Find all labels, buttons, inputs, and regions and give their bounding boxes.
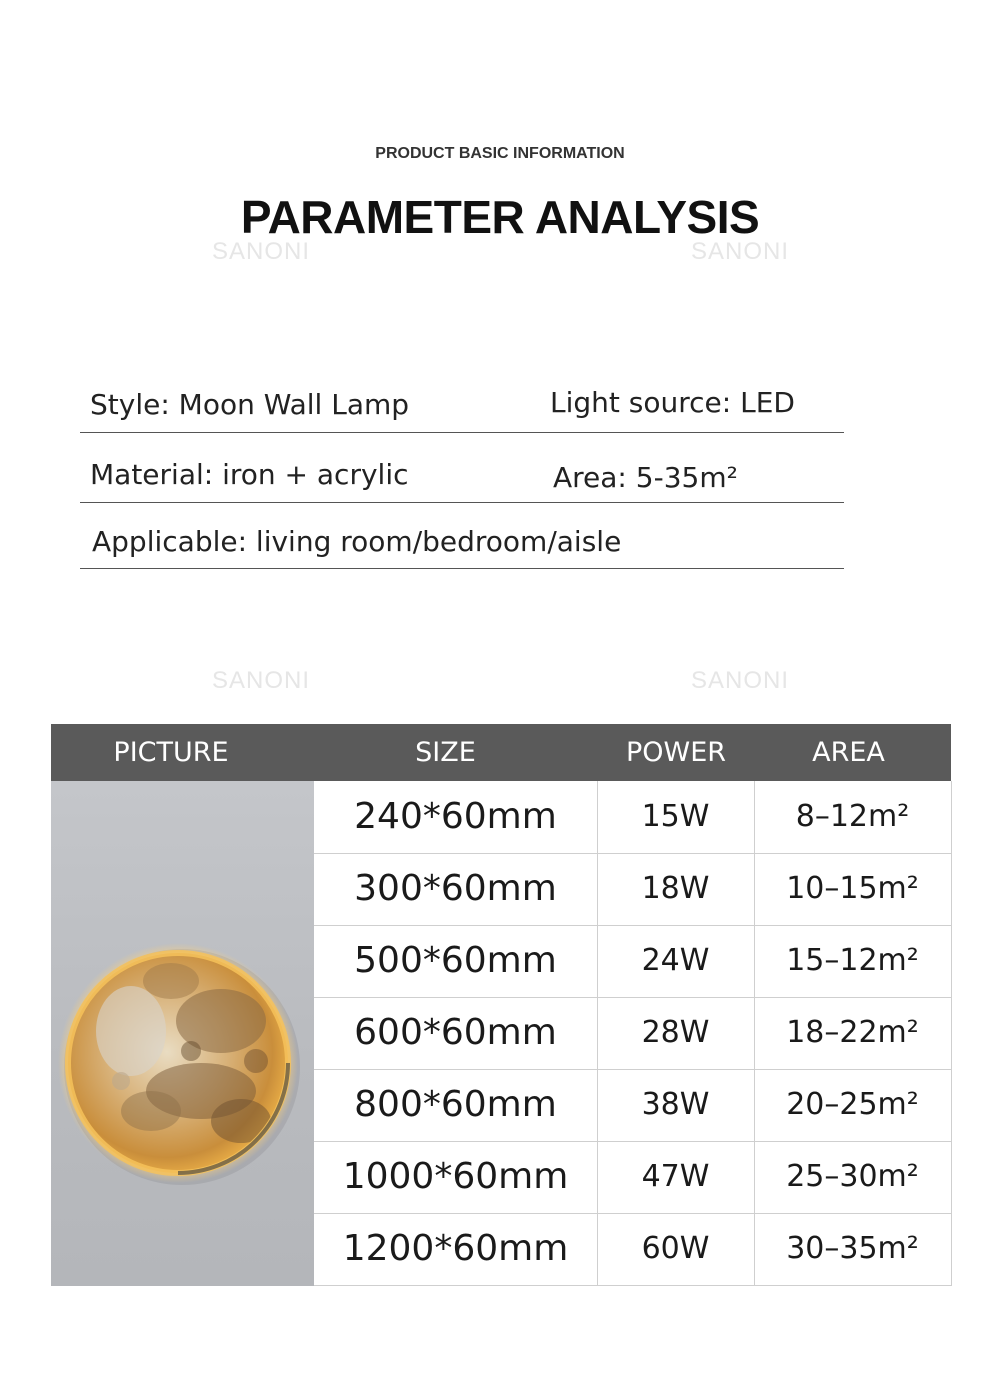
area-cell: 8–12m² — [795, 799, 910, 834]
area-cell: 10–15m² — [786, 871, 919, 906]
product-picture — [51, 781, 314, 1286]
size-cell: 240*60mm — [314, 781, 598, 853]
info-row-style — [80, 380, 844, 433]
size-cell: 1200*60mm — [314, 1213, 598, 1285]
watermark: SANONI — [691, 667, 790, 694]
table-row — [314, 1069, 951, 1142]
table-row — [314, 853, 951, 926]
section-subtitle: PRODUCT BASIC INFORMATION — [375, 145, 625, 162]
power-cell: 15W — [597, 781, 755, 853]
power-cell: 38W — [597, 1069, 755, 1141]
info-light-source: Light source: LED — [550, 386, 795, 419]
size-cell: 600*60mm — [314, 997, 598, 1069]
area-cell: 30–35m² — [786, 1231, 919, 1266]
table-row — [314, 925, 951, 998]
moon-lamp-image — [51, 781, 314, 1286]
header-power: POWER — [625, 737, 727, 768]
info-material: Material: iron + acrylic — [90, 458, 409, 491]
table-row — [314, 781, 951, 854]
table-row — [314, 1213, 951, 1286]
watermark: SANONI — [212, 238, 311, 265]
watermark: SANONI — [691, 238, 790, 265]
area-cell: 15–12m² — [786, 943, 919, 978]
table-row — [314, 997, 951, 1070]
table-row — [314, 1141, 951, 1214]
area-cell: 25–30m² — [786, 1159, 919, 1194]
spec-table — [51, 724, 951, 1286]
area-cell: 20–25m² — [786, 1087, 919, 1122]
page-title: PARAMETER ANALYSIS — [240, 191, 760, 243]
info-applicable: Applicable: living room/bedroom/aisle — [92, 525, 622, 558]
power-cell: 47W — [597, 1141, 755, 1213]
header-picture: PICTURE — [113, 737, 229, 768]
watermark: SANONI — [212, 667, 311, 694]
size-cell: 800*60mm — [314, 1069, 598, 1141]
size-cell: 1000*60mm — [314, 1141, 598, 1213]
size-cell: 500*60mm — [314, 925, 598, 997]
area-cell: 18–22m² — [786, 1015, 919, 1050]
table-header — [51, 724, 951, 781]
power-cell: 18W — [597, 853, 755, 925]
power-cell: 24W — [597, 925, 755, 997]
info-row-material — [80, 450, 844, 503]
header-size: SIZE — [415, 737, 476, 768]
spec-rows — [314, 781, 952, 1286]
info-area: Area: 5-35m² — [553, 461, 738, 494]
header-area: AREA — [812, 737, 885, 768]
power-cell: 28W — [597, 997, 755, 1069]
info-style: Style: Moon Wall Lamp — [90, 388, 410, 421]
size-cell: 300*60mm — [314, 853, 598, 925]
power-cell: 60W — [597, 1213, 755, 1285]
info-row-applicable — [80, 518, 844, 569]
